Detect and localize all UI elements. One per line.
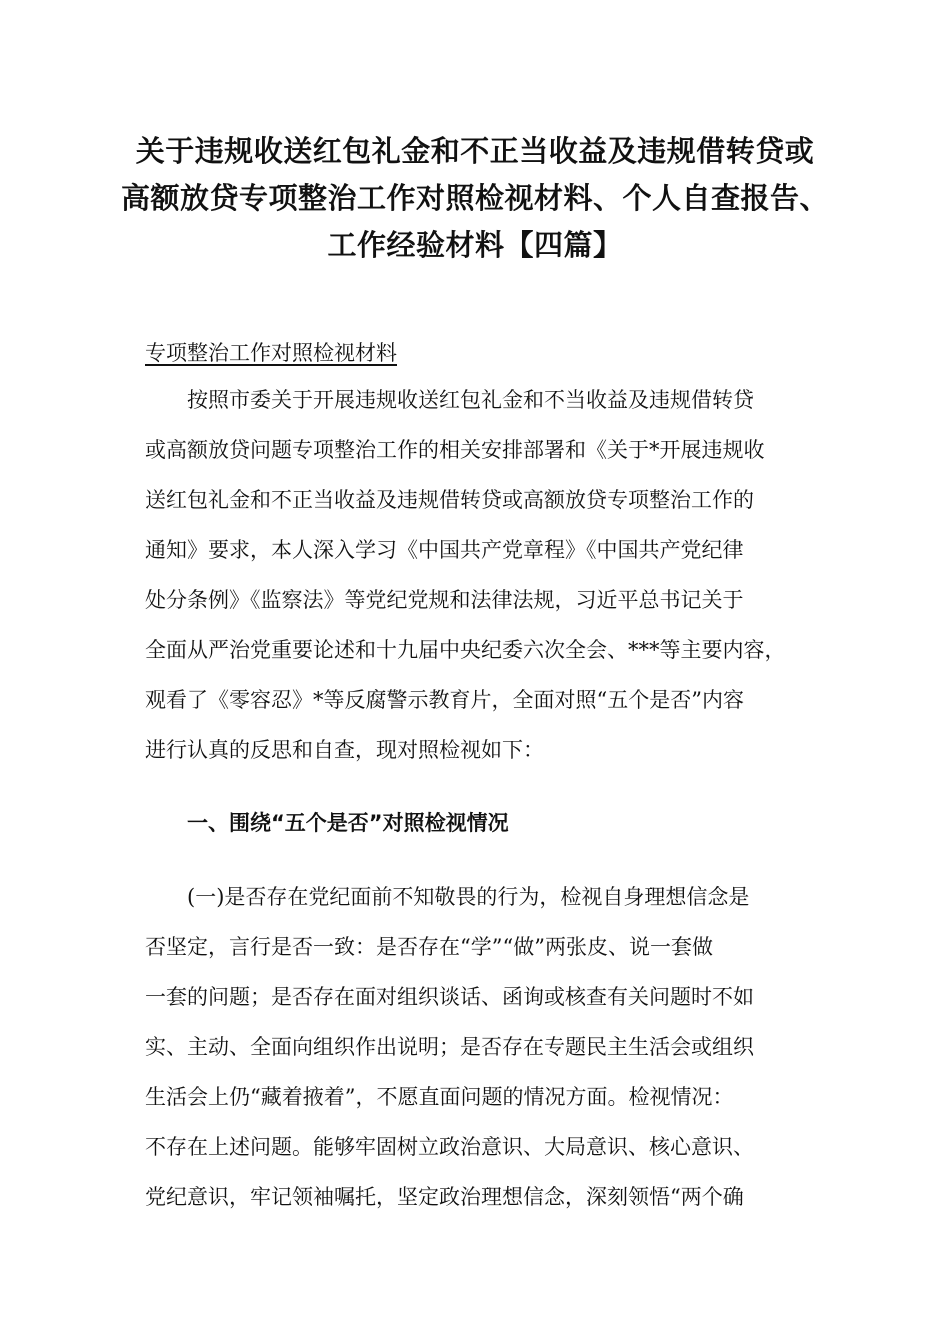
intro-paragraph (145, 375, 825, 775)
title-line-2: 高额放贷专项整治工作对照检视材料、个人自查报告、 (120, 181, 829, 215)
item-1-line: 实、主动、全面向组织作出说明；是否存在专题民主生活会或组织 (145, 1035, 754, 1059)
intro-line: 或高额放贷问题专项整治工作的相关安排部署和《关于*开展违规收 (145, 438, 765, 462)
intro-line: 进行认真的反思和自查，现对照检视如下： (145, 738, 544, 762)
intro-line: 按照市委关于开展违规收送红包礼金和不当收益及违规借转贷 (187, 388, 754, 412)
section-subheading: 专项整治工作对照检视材料 (145, 341, 397, 365)
title-line-1: 关于违规收送红包礼金和不正当收益及违规借转贷或 (135, 134, 815, 168)
item-1-line: 生活会上仍“藏着掖着”，不愿直面问题的情况方面。检视情况： (145, 1085, 734, 1109)
intro-line: 观看了《零容忍》*等反腐警示教育片，全面对照“五个是否”内容 (145, 688, 744, 712)
item-1-paragraph (145, 872, 825, 1222)
intro-line: 全面从严治党重要论述和十九届中央纪委六次全会、***等主要内容， (145, 638, 786, 662)
title-line-3: 工作经验材料【四篇】 (327, 228, 623, 262)
intro-line: 送红包礼金和不正当收益及违规借转贷或高额放贷专项整治工作的 (145, 488, 754, 512)
item-1-line: 党纪意识，牢记领袖嘱托，坚定政治理想信念，深刻领悟“两个确 (145, 1185, 744, 1209)
section-heading: 一、围绕“五个是否”对照检视情况 (187, 811, 509, 835)
item-1-line: 否坚定，言行是否一致：是否存在“学”“做”两张皮、说一套做 (145, 935, 713, 959)
item-1-line: 不存在上述问题。能够牢固树立政治意识、大局意识、核心意识、 (145, 1135, 754, 1159)
intro-line: 通知》要求，本人深入学习《中国共产党章程》《中国共产党纪律 (145, 538, 744, 562)
item-1-line: 一套的问题；是否存在面对组织谈话、函询或核查有关问题时不如 (145, 985, 754, 1009)
intro-line: 处分条例》《监察法》等党纪党规和法律法规，习近平总书记关于 (145, 588, 744, 612)
document-title (120, 128, 830, 269)
item-1-line: (一)是否存在党纪面前不知敬畏的行为，检视自身理想信念是 (187, 885, 750, 909)
